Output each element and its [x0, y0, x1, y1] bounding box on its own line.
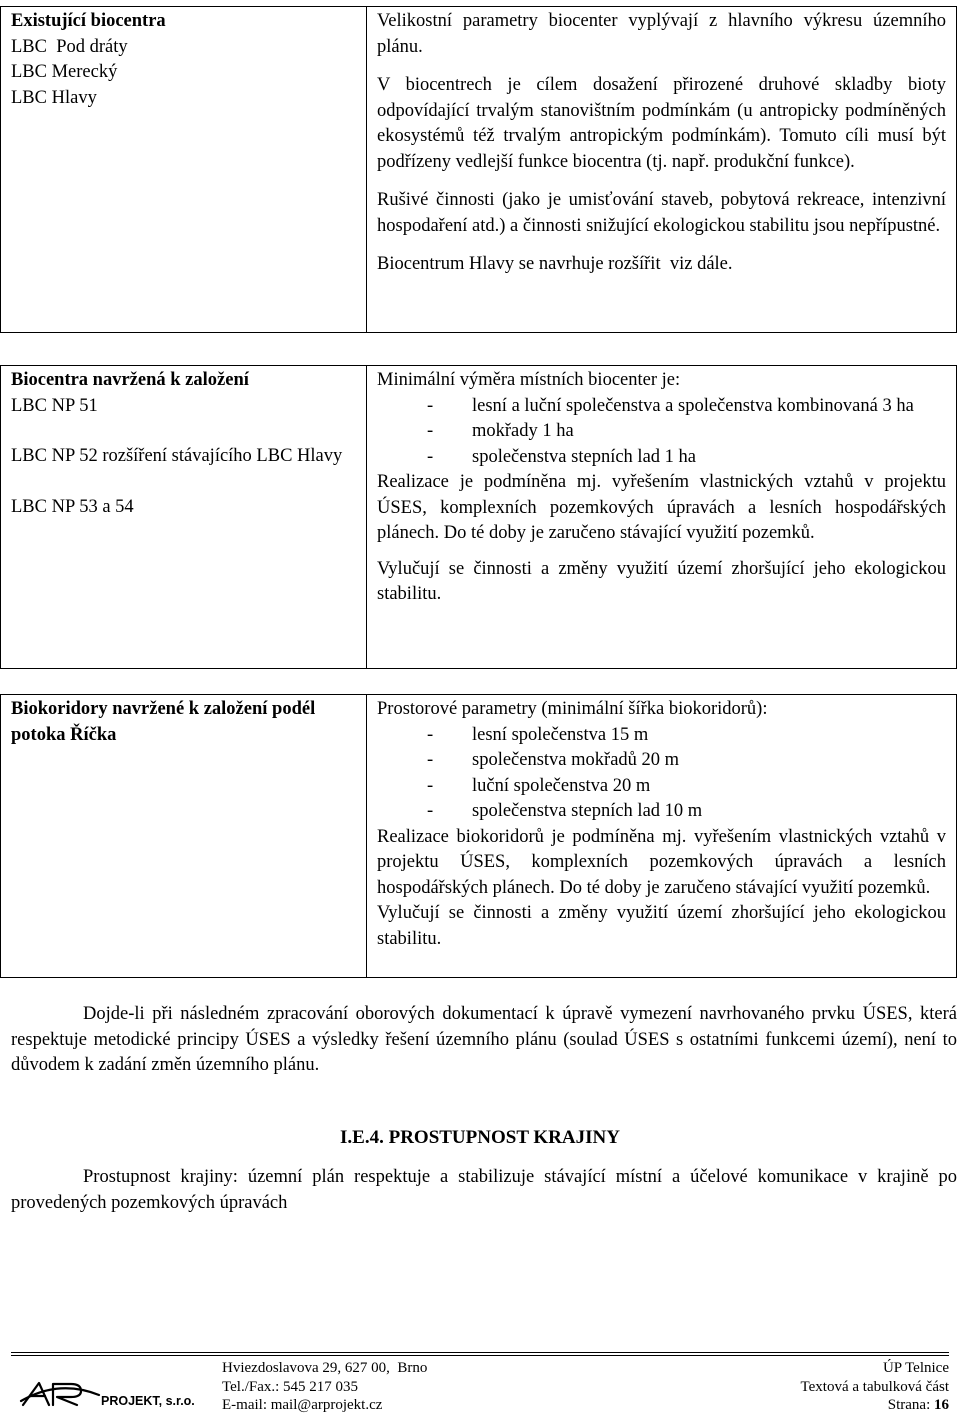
company-email: E-mail: mail@arprojekt.cz	[222, 1397, 383, 1413]
paragraph: Vylučují se činnosti a změny využití území zhoršující jeho ekologickou stabilitu.	[377, 903, 946, 949]
list-item: LBC Hlavy	[11, 87, 97, 108]
document-name: ÚP Telnice	[882, 1360, 949, 1376]
list-item: LBC Pod dráty	[11, 36, 128, 57]
list-item: LBC NP 51	[11, 395, 98, 416]
paragraph-uses-note: Dojde-li při následném zpracování oborových dokumentací k úpravě vymezení navrhovaného prvku ÚSES, která respektuje metodické principy ÚSES a výsledky řešení územního plánu (soulad ÚSES s ostatními funkcemi území), není to důvodem k zadání změn územního plánu.	[11, 1004, 957, 1075]
paragraph: Vylučují se činnosti a změny využití území zhoršující jeho ekologickou stabilitu.	[377, 558, 946, 604]
width-list	[377, 723, 946, 825]
company-logo	[19, 1375, 209, 1409]
cell-proposed-biocorridors-rules	[367, 695, 957, 978]
paragraph-permeability: Prostupnost krajiny: územní plán respektuje a stabilizuje stávající místní a účelové komunikace v krajině po provedených pozemkových úpravách	[11, 1167, 957, 1213]
document-info	[801, 1359, 949, 1415]
paragraph: Biocentrum Hlavy se navrhuje rozšířit viz dále.	[377, 254, 733, 274]
document-part: Textová a tabulková část	[800, 1378, 949, 1395]
paragraph: V biocentrech je cílem dosažení přirozené druhové skladby bioty odpovídající trvalým stanovištním podmínkám (u antropicky podmíněných ekosystémů též trvalým antropickým podmínkám). Tomuto cíli musí být podřízeny vedlejší funkce biocentra (tj. např. produkční funkce).	[377, 75, 946, 172]
list-item: LBC Merecký	[11, 62, 118, 82]
table-existing-biocenters	[0, 6, 957, 333]
list-item: - společenstva mokřadů 20 m	[427, 750, 680, 770]
paragraph: Rušivé činnosti (jako je umisťování staveb, pobytová rekreace, intenzivní hospodaření atd.) a činnosti snižující ekologickou stabilitu jsou nepřípustné.	[377, 190, 946, 236]
logo-text: PROJEKT, s.r.o.	[101, 1394, 195, 1408]
table-proposed-biocenters	[0, 365, 957, 669]
section-heading: I.E.4. PROSTUPNOST KRAJINY	[340, 1127, 620, 1148]
paragraph: Prostorové parametry (minimální šířka biokoridorů):	[377, 699, 768, 719]
paragraph: Realizace je podmíněna mj. vyřešením vlastnických vztahů v projektu ÚSES, komplexních pozemkových úpravách a lesních hospodářských plánech. Do té doby je zaručeno stávající využití pozemků.	[377, 472, 946, 543]
list-item: LBC NP 53 a 54	[11, 496, 134, 517]
area-list	[377, 394, 946, 471]
cell-title: Biocentra navržená k založení	[11, 370, 249, 390]
paragraph: Realizace biokoridorů je podmíněna mj. vyřešením vlastnických vztahů v projektu ÚSES, komplexních pozemkových úpravách a lesních hospodářských plánech. Do té doby je zaručeno stávající využití pozemků.	[377, 826, 946, 898]
cell-existing-biocenters-rules	[367, 7, 957, 333]
list-item: - společenstva stepních lad 1 ha	[427, 446, 696, 467]
cell-proposed-biocenters-rules	[367, 366, 957, 669]
cell-proposed-biocenters	[1, 366, 367, 669]
company-address: Hviezdoslavova 29, 627 00, Brno	[222, 1360, 428, 1376]
page-number: Strana: 16	[887, 1397, 949, 1413]
company-phone: Tel./Fax.: 545 217 035	[222, 1378, 359, 1395]
list-item: - luční společenstva 20 m	[427, 775, 651, 796]
page-footer	[11, 1352, 949, 1413]
list-item: LBC NP 52 rozšíření stávajícího LBC Hlavy	[11, 446, 343, 466]
list-item: - společenstva stepních lad 10 m	[427, 801, 703, 821]
list-item: - lesní a luční společenstva a společenstva kombinovaná 3 ha	[427, 395, 914, 416]
company-contact	[222, 1359, 427, 1415]
list-item: - lesní společenstva 15 m	[427, 724, 649, 745]
list-item: - mokřady 1 ha	[427, 421, 574, 441]
paragraph: Velikostní parametry biocenter vyplývají z hlavního výkresu územního plánu.	[377, 11, 946, 57]
cell-title: Existující biocentra	[11, 11, 166, 31]
cell-title: Biokoridory navržené k založení podél potoka Říčka	[11, 699, 316, 745]
cell-proposed-biocorridors	[1, 695, 367, 978]
table-proposed-biocorridors	[0, 694, 957, 978]
cell-existing-biocenters	[1, 7, 367, 333]
paragraph: Minimální výměra místních biocenter je:	[377, 370, 681, 390]
